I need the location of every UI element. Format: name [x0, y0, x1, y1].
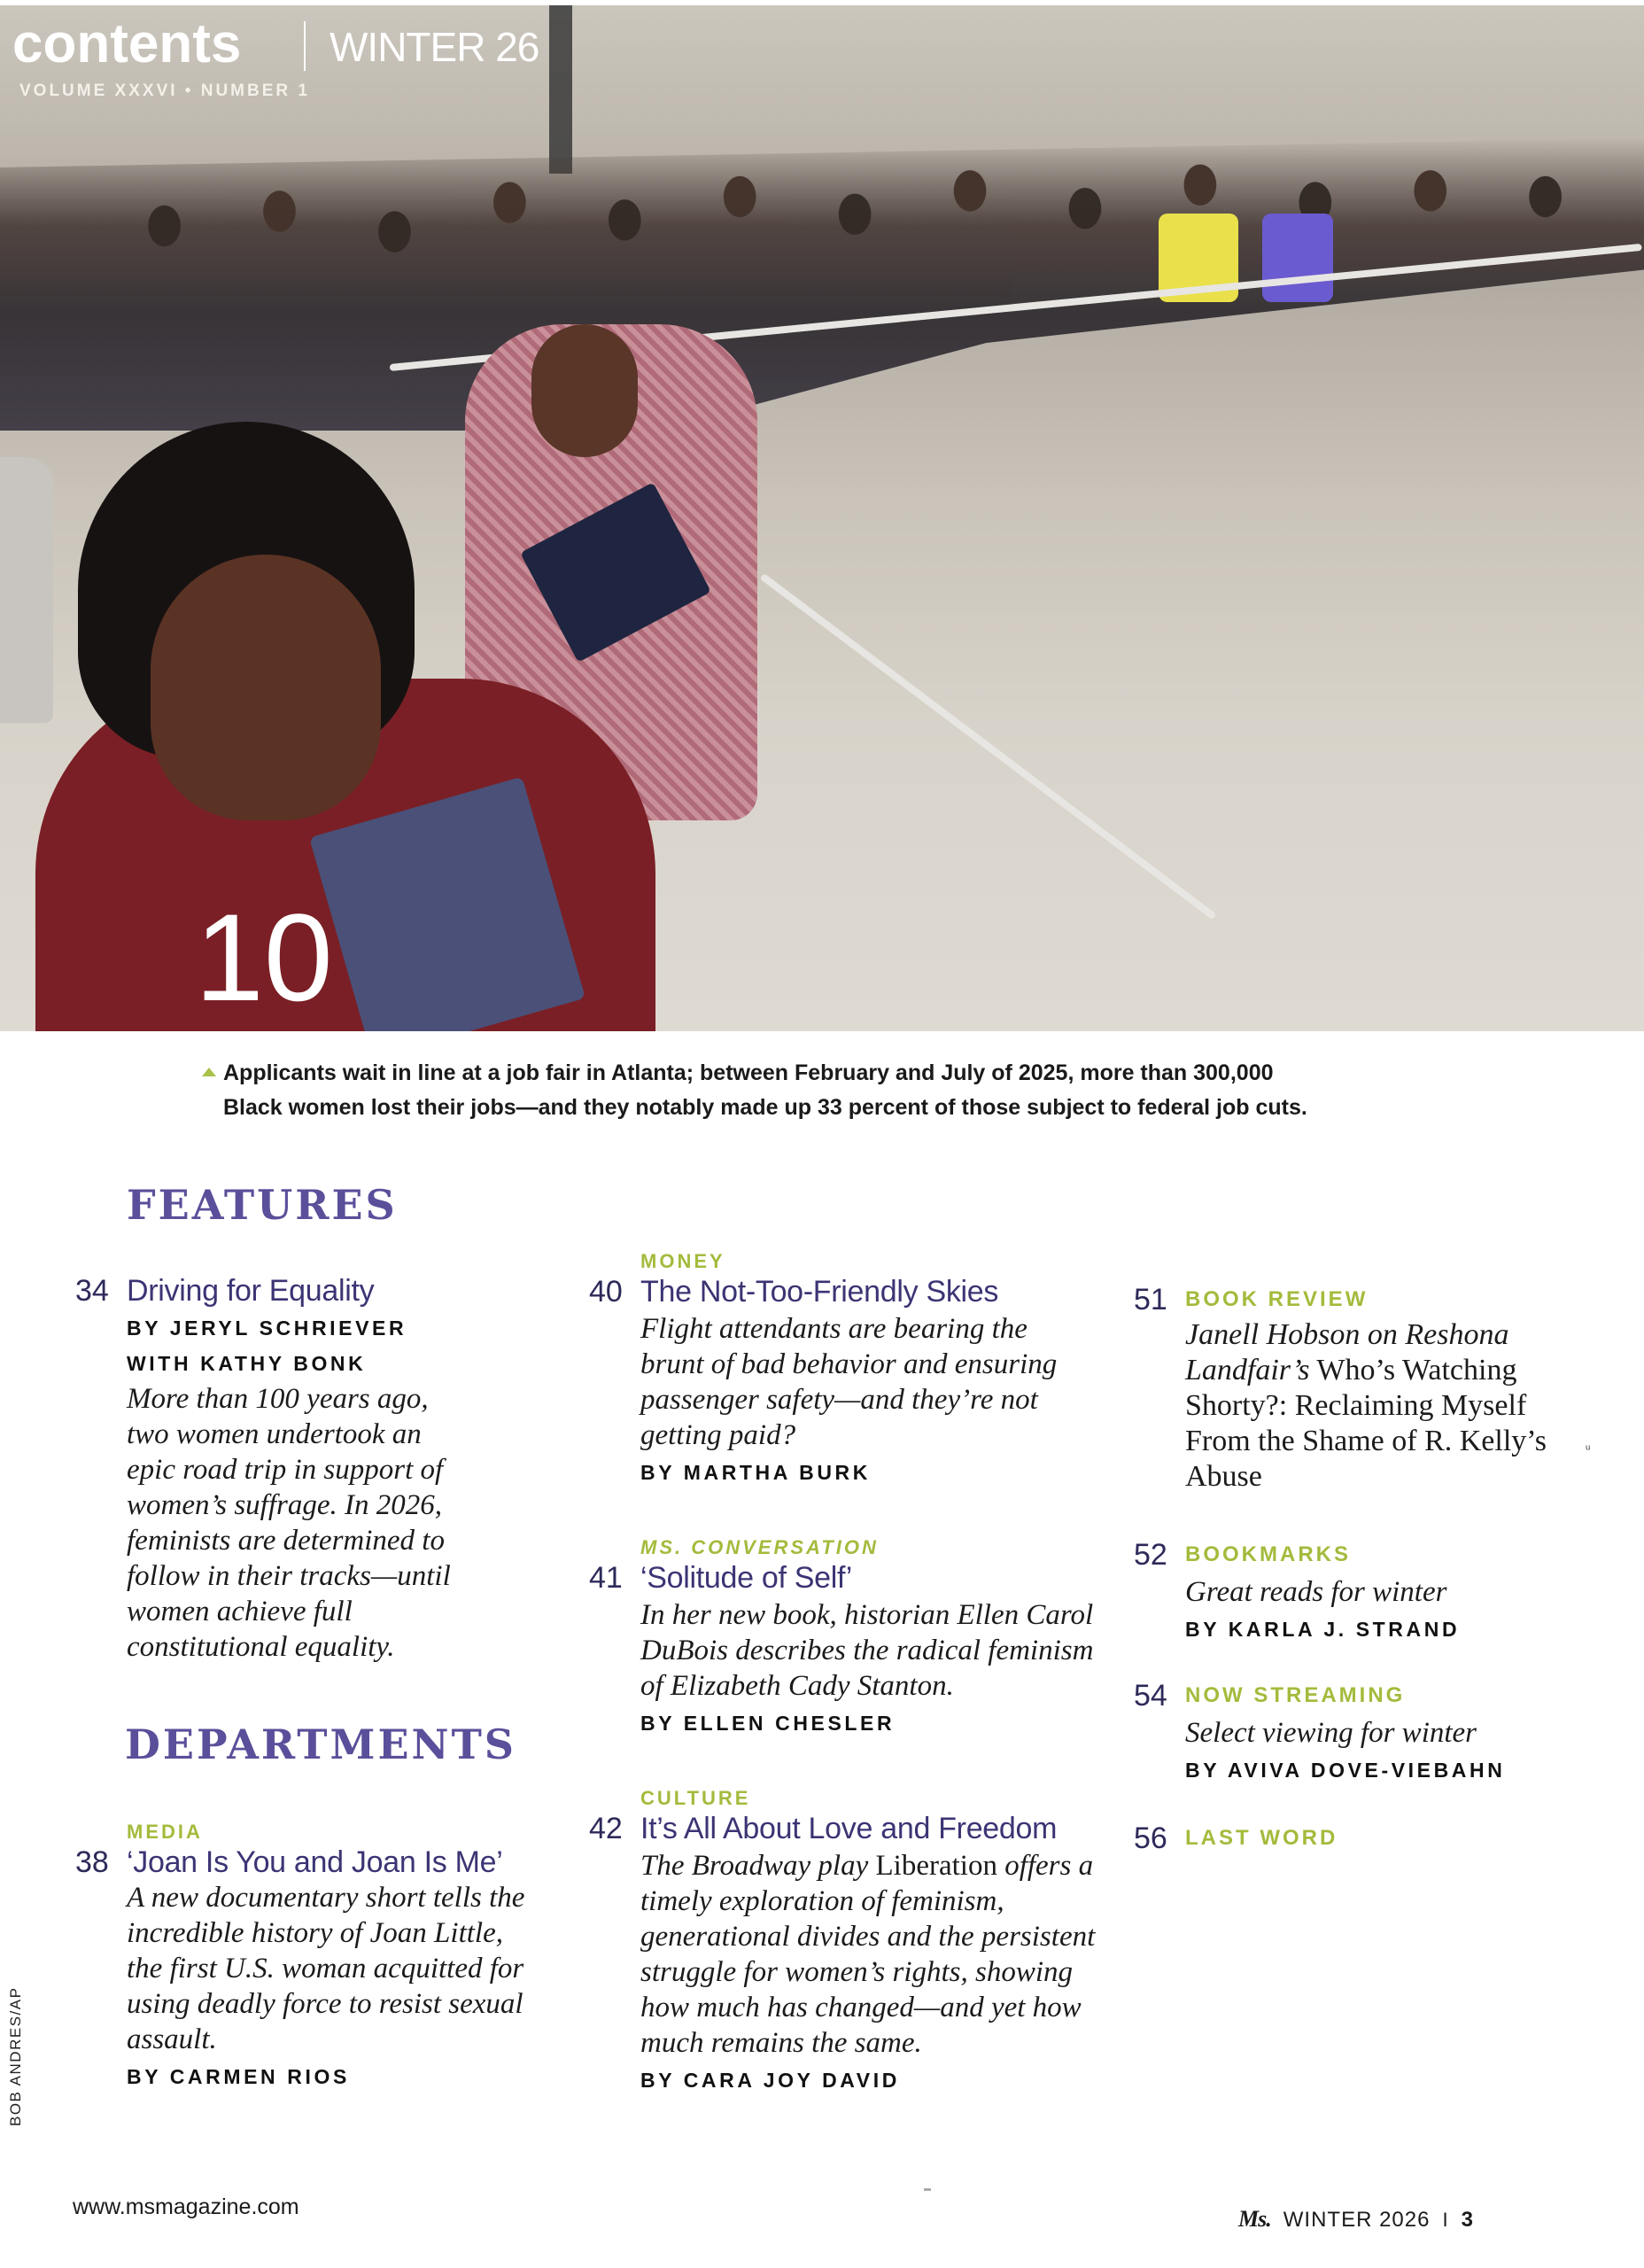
caption-line-2: Black women lost their jobs—and they notably made up 33 percent of those subject to federal job cuts. [223, 1095, 1307, 1120]
page-number: 34 [75, 1274, 109, 1308]
toc-entry-driving-for-equality[interactable] [75, 1273, 536, 1665]
article-dek: More than 100 years ago, two women undertook an epic road trip in support of women’s suffrage. In 2026, feminists are determined to follow in their tracks—until women achieve full constitutional equality. [127, 1383, 451, 1663]
cover-photo [0, 5, 1644, 1031]
photo-crowd [0, 138, 1644, 431]
contents-title: contents [12, 13, 242, 74]
toc-entry-bookmarks[interactable] [1134, 1537, 1594, 1647]
issue-season: WINTER 26 [330, 24, 539, 70]
article-title[interactable]: ‘Solitude of Self’ [640, 1561, 853, 1595]
folio-issue: WINTER 2026 [1283, 2208, 1431, 2232]
article-dek: Great reads for winter [1185, 1576, 1447, 1608]
page-number: 42 [589, 1812, 623, 1845]
book-title: Who’s Watching Shorty?: Reclaiming Myself From the Shame of R. Kelly’s Abuse [1185, 1354, 1547, 1493]
title-divider [304, 21, 306, 71]
article-dek [640, 1848, 1101, 2061]
byline: BY AVIVA DOVE-VIEBAHN [1185, 1759, 1506, 1782]
article-dek: In her new book, historian Ellen Carol DuBois describes the radical feminism of Elizabeth Cady Stanton. [640, 1599, 1094, 1702]
section-kicker: CULTURE [640, 1787, 751, 1809]
section-kicker[interactable]: NOW STREAMING [1185, 1683, 1406, 1707]
byline-secondary: WITH KATHY BONK [127, 1352, 367, 1375]
section-kicker: MEDIA [127, 1821, 203, 1843]
section-kicker: MONEY [640, 1250, 725, 1272]
article-title[interactable]: It’s All About Love and Freedom [640, 1812, 1058, 1845]
article-title[interactable]: Driving for Equality [127, 1274, 375, 1308]
photo-trash-can [0, 457, 53, 723]
dek-part: The Broadway play [640, 1850, 869, 1882]
byline: BY MARTHA BURK [640, 1461, 871, 1484]
photo-page-reference: 10 [195, 888, 333, 1027]
volume-number: VOLUME XXXVI • NUMBER 1 [19, 82, 310, 100]
photo-person-purple [1262, 214, 1333, 302]
article-title[interactable]: ‘Joan Is You and Joan Is Me’ [127, 1845, 503, 1879]
toc-entry-money[interactable] [589, 1249, 1103, 1490]
caption-line-1: Applicants wait in line at a job fair in Atlanta; between February and July of 2025, more than 300,000 [223, 1060, 1274, 1085]
folio [1238, 2206, 1474, 2233]
page-number: 56 [1134, 1821, 1167, 1855]
article-dek [1185, 1317, 1557, 1495]
page-number: 40 [589, 1275, 623, 1309]
page-number: 51 [1134, 1283, 1167, 1317]
ms-logo: Ms. [1238, 2206, 1271, 2232]
departments-heading: DEPARTMENTS [125, 1720, 517, 1768]
toc-entry-ms-conversation[interactable] [589, 1535, 1103, 1741]
byline: BY CARA JOY DAVID [640, 2069, 900, 2092]
byline: BY KARLA J. STRAND [1185, 1618, 1461, 1641]
toc-entry-now-streaming[interactable] [1134, 1678, 1612, 1788]
section-kicker[interactable]: BOOKMARKS [1185, 1542, 1351, 1566]
website-link[interactable]: www.msmagazine.com [73, 2194, 299, 2219]
page-number: 41 [589, 1561, 623, 1595]
article-dek: Select viewing for winter [1185, 1717, 1477, 1749]
folio-page-number: 3 [1461, 2208, 1474, 2232]
page-number: 54 [1134, 1679, 1167, 1713]
scan-artifact: ᵘ [1586, 1441, 1591, 1456]
play-title: Liberation [875, 1850, 997, 1882]
section-kicker[interactable]: LAST WORD [1185, 1826, 1338, 1850]
section-kicker: MS. CONVERSATION [640, 1536, 879, 1558]
section-kicker[interactable]: BOOK REVIEW [1185, 1287, 1369, 1311]
scan-artifact [924, 2188, 931, 2191]
page-number: 52 [1134, 1538, 1167, 1572]
byline: BY JERYL SCHRIEVER [127, 1317, 407, 1340]
features-heading: FEATURES [127, 1181, 398, 1229]
toc-entry-culture[interactable] [589, 1786, 1103, 2098]
toc-entry-media[interactable] [75, 1820, 571, 2094]
toc-entry-last-word[interactable] [1134, 1821, 1594, 1856]
photo-pillar [549, 5, 572, 174]
byline: BY CARMEN RIOS [127, 2065, 350, 2088]
page-number: 38 [75, 1845, 109, 1879]
byline: BY ELLEN CHESLER [640, 1712, 896, 1735]
folio-separator: I [1442, 2209, 1449, 2231]
photo-credit: BOB ANDRES/AP [7, 1986, 24, 2126]
photo-caption [202, 1056, 1460, 1125]
article-dek: A new documentary short tells the incredible history of Joan Little, the first U.S. woman acquitted for using deadly force to resist sexual assault. [127, 1882, 525, 2055]
photo-rail [760, 573, 1217, 920]
article-dek: Flight attendants are bearing the brunt of bad behavior and ensuring passenger safety—and they’re not getting paid? [640, 1313, 1058, 1451]
photo-woman-middle-head [531, 324, 638, 457]
photo-woman-front-face [151, 555, 381, 820]
triangle-up-icon [202, 1068, 216, 1076]
review-author: Janell Hobson on Reshona Landfair’s [1185, 1318, 1509, 1386]
dek-part: offers a timely exploration of feminism, generational divides and the persistent struggle for women’s rights, showing how much has changed—and yet how much remains the same. [640, 1850, 1096, 2059]
toc-entry-book-review[interactable] [1134, 1282, 1594, 1495]
article-title[interactable]: The Not-Too-Friendly Skies [640, 1275, 999, 1309]
